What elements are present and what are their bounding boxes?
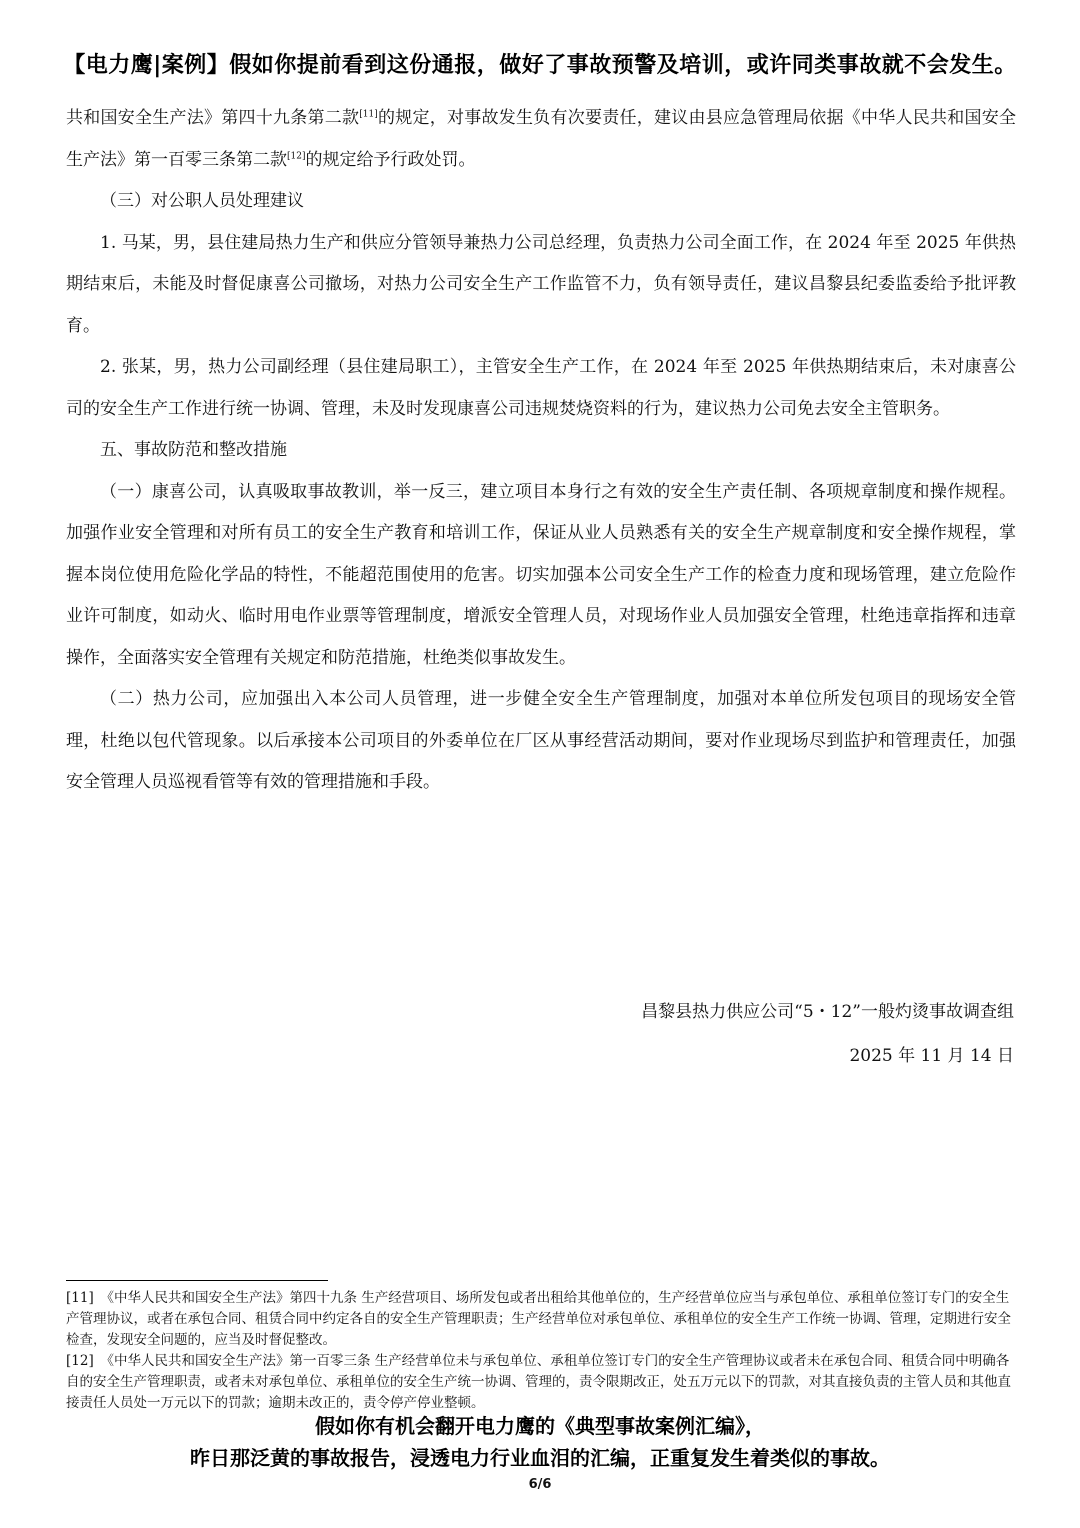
paragraph-text: 的规定，对事故发生负有次要责任，建议由县应急管理局依据《中华人民共和国安全生产法》第一百零三条第二款 [66,108,1017,170]
footnote-12: [12] 《中华人民共和国安全生产法》第一百零三条 生产经营单位未与承包单位、承租单位签订专门的安全生产管理协议或者未在承包合同、租赁合同中明确各自的安全生产管理职责，或者未对承包单位、承租单位的安全生产统一协调、管理的，责令限期改正，处五万元以下的罚款，对其直接负责的主管人员和其他直接责任人员处一万元以下的罚款；逾期未改正的，责令停产停业整顿。 [66,1353,1011,1411]
footnotes [66,1288,1016,1414]
footnote-ref-12[interactable]: [12] [287,150,306,161]
page-header: 【电力鹰|案例】假如你提前看到这份通报，做好了事故预警及培训，或许同类事故就不会发生。 [63,53,1017,78]
paragraph-ma: 1. 马某，男，县住建局热力生产和供应分管领导兼热力公司总经理，负责热力公司全面工作，在 2024 年至 2025 年供热期结束后，未能及时督促康喜公司撤场，对热力公司安全生产工作监管不力，负有领导责任，建议昌黎县纪委监委给予批评教育。 [66,232,1016,336]
paragraph-penalty [66,98,1016,181]
section-heading-measures: 五、事故防范和整改措施 [100,440,287,460]
footnote-11: [11] 《中华人民共和国安全生产法》第四十九条 生产经营项目、场所发包或者出租给其他单位的，生产经营单位应当与承包单位、承租单位签订专门的安全生产管理协议，或者在承包合同、租赁合同中约定各自的安全生产管理职责；生产经营单位对承包单位、承租单位的安全生产工作统一协调、管理，定期进行安全检查，发现安全问题的，应当及时督促整改。 [66,1290,1011,1348]
paragraph-text: 共和国安全生产法》第四十九条第二款 [66,108,360,128]
footnote-ref-11[interactable]: [11] [359,109,378,120]
document-body [66,98,1016,804]
paragraph-heating-company: （二）热力公司，应加强出入本公司人员管理，进一步健全安全生产管理制度，加强对本单位所发包项目的现场安全管理，杜绝以包代管现象。以后承接本公司项目的外委单位在厂区从事经营活动期间，要对作业现场尽到监护和管理责任，加强安全管理人员巡视看管等有效的管理措施和手段。 [66,689,1016,792]
footer-line-2: 昨日那泛黄的事故报告，浸透电力行业血泪的汇编，正重复发生着类似的事故。 [190,1446,890,1470]
signature-org: 昌黎县热力供应公司“5・12”一般灼烫事故调查组 [641,1002,1014,1022]
footnote-divider [66,1280,328,1281]
section-heading-officials: （三）对公职人员处理建议 [100,191,304,211]
page-number: 6/6 [528,1477,552,1492]
paragraph-kangxi: （一）康喜公司，认真吸取事故教训，举一反三，建立项目本身行之有效的安全生产责任制、各项规章制度和操作规程。加强作业安全管理和对所有员工的安全生产教育和培训工作，保证从业人员熟悉有关的安全生产规章制度和安全操作规程，掌握本岗位使用危险化学品的特性，不能超范围使用的危害。切实加强本公司安全生产工作的检查力度和现场管理，建立危险作业许可制度，如动火、临时用电作业票等管理制度，增派安全管理人员，对现场作业人员加强安全管理，杜绝违章指挥和违章操作，全面落实安全管理有关规定和防范措施，杜绝类似事故发生。 [66,481,1016,668]
signature-block [641,990,1014,1078]
paragraph-text: 的规定给予行政处罚。 [305,149,476,170]
signature-date: 2025 年 11 月 14 日 [849,1046,1014,1066]
footer-slogan [0,1410,1080,1474]
paragraph-zhang: 2. 张某，男，热力公司副经理（县住建局职工），主管安全生产工作，在 2024 年至 2025 年供热期结束后，未对康喜公司的安全生产工作进行统一协调、管理，未及时发现康喜公司违规焚烧资料的行为，建议热力公司免去安全主管职务。 [66,357,1016,419]
footer-line-1: 假如你有机会翻开电力鹰的《典型事故案例汇编》， [315,1414,765,1438]
